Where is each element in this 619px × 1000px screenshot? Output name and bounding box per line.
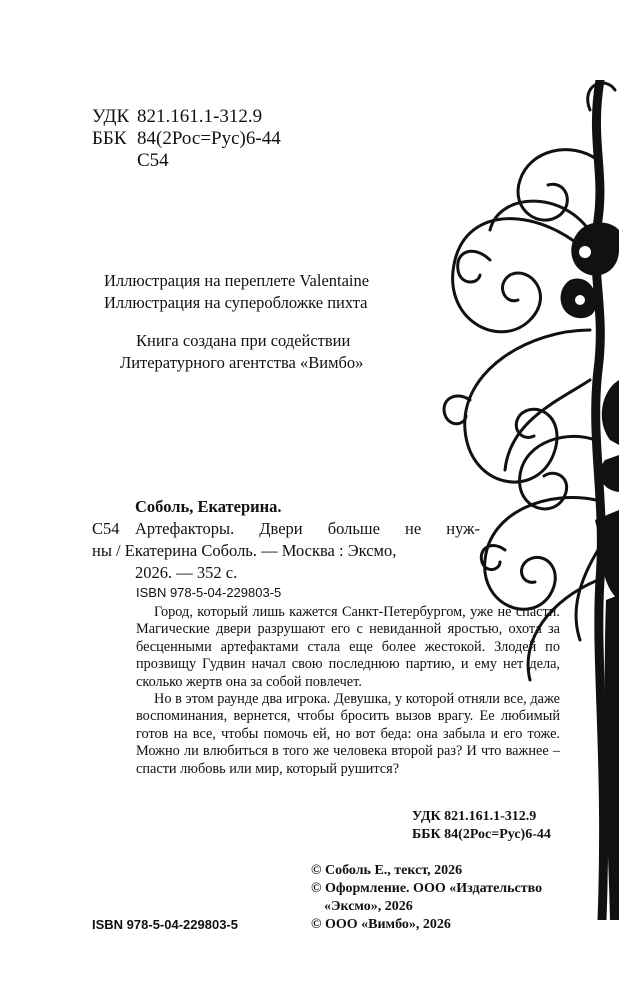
annotation-paragraph-2: Но в этом раунде два игрока. Девушка, у которой отняли все, даже воспоминания, вернется, чтобы бросить вызов врагу. Ее любимый готов на все, чтобы помочь ей, но вот беда: она забыла и его тоже. Можно ли влюбиться в того же человека второй раз? И что важнее – спасти любовь или мир, который рушится? <box>136 691 560 777</box>
annotation-paragraph-1: Город, который лишь кажется Санкт-Петербургом, уже не спасти. Магические двери разрушают его с невиданной яростью, охота за бесценными артефактами стала еще более жестокой. Злодей по прозвищу Гудвин начал свою последнюю партию, и ему нет дела, сколько жертв она за собой повлечет. <box>136 604 560 690</box>
isbn-bottom: ISBN 978-5-04-229803-5 <box>92 917 238 932</box>
bbk-bottom: ББК 84(2Рос=Рус)6-44 <box>412 827 551 842</box>
biblio-mark: С54 <box>92 519 120 538</box>
udk-value: 821.161.1-312.9 <box>137 106 263 127</box>
credit-jacket-illustration: Иллюстрация на суперобложке пихта <box>104 293 368 312</box>
biblio-title-line-2: ны / Екатерина Соболь. — Москва : Эксмо, <box>92 541 397 560</box>
biblio-title-line-3: 2026. — 352 с. <box>135 563 238 582</box>
biblio-isbn: ISBN 978-5-04-229803-5 <box>136 585 282 600</box>
author-mark: С54 <box>137 150 169 171</box>
bbk-value: 84(2Рос=Рус)6-44 <box>137 128 281 149</box>
udk-bottom: УДК 821.161.1-312.9 <box>412 809 537 824</box>
copyright-vimbo: © ООО «Вимбо», 2026 <box>311 917 451 932</box>
biblio-author: Соболь, Екатерина. <box>135 497 282 516</box>
copyright-design: © Оформление. ООО «Издательство <box>311 881 543 896</box>
copyright-design-cont: «Эксмо», 2026 <box>324 899 413 914</box>
biblio-title-line-1: Артефакторы. Двери больше не нуж- <box>135 519 480 538</box>
decorative-ornament <box>430 80 619 920</box>
credit-book-created: Книга создана при содействии <box>136 331 351 350</box>
credit-literary-agency: Литературного агентства «Вимбо» <box>120 353 364 372</box>
bbk-label: ББК <box>92 128 127 149</box>
copyright-text: © Соболь Е., текст, 2026 <box>311 863 463 878</box>
udk-label: УДК <box>92 106 130 127</box>
credit-binding-illustration: Иллюстрация на переплете Valentaine <box>104 271 370 290</box>
